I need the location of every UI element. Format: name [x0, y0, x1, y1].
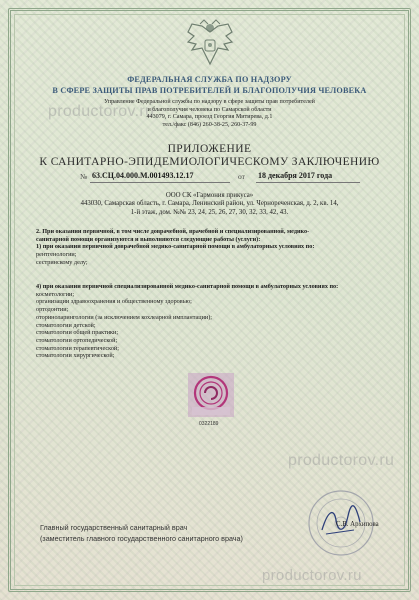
agency-line: В СФЕРЕ ЗАЩИТЫ ПРАВ ПОТРЕБИТЕЛЕЙ И БЛАГОПОЛУЧИЯ ЧЕЛОВЕКА — [52, 86, 367, 95]
organization-name: ООО СК «Гармония прикуса» — [165, 192, 254, 199]
watermark-text: productorov.ru — [48, 103, 155, 120]
number-label: № — [80, 172, 88, 181]
hologram-stamp-icon — [186, 371, 236, 419]
services-section-1 — [36, 228, 386, 267]
from-label: от — [238, 172, 245, 181]
organization-address: 443030, Самарская область, г. Самара, Ленинский район, ул. Чернореченская, д. 2, кв. 14, — [80, 200, 339, 208]
list-item: стоматологии общей практики; — [36, 329, 119, 337]
watermark-text: productorov.ru — [262, 567, 362, 584]
chief-doctor-caption — [40, 523, 243, 544]
list-item: стоматологии терапевтической; — [36, 344, 119, 352]
section-intro: санитарной помощи организуются и выполняются следующие работы (услуги): — [36, 235, 261, 243]
chief-deputy-note: (заместитель главного государственного санитарного врача) — [40, 533, 243, 543]
list-item: ортодонтии; — [36, 306, 69, 314]
section-intro: 2. При оказании первичной, в том числе доврачебной, врачебной и специализированной, медико- — [36, 228, 310, 235]
department-block — [60, 99, 359, 129]
title-line: К САНИТАРНО-ЭПИДЕМИОЛОГИЧЕСКОМУ ЗАКЛЮЧЕНИЮ — [39, 156, 380, 168]
list-item: рентгенологии; — [36, 251, 77, 259]
list-item: стоматологии детской; — [36, 321, 96, 329]
list-item: организации здравоохранения и общественному здоровью; — [36, 298, 192, 306]
list-item: сестринскому делу; — [36, 258, 88, 266]
list-item: стоматологии хирургической; — [36, 352, 115, 360]
section-subhead: 1) при оказании первичной доврачебной медико-санитарной помощи в амбулаторных условиях по: — [36, 243, 315, 251]
number-underline — [90, 182, 230, 183]
list-item: косметологии; — [36, 290, 75, 298]
list-item: стоматологии ортопедической; — [36, 336, 118, 344]
eagle-emblem-icon — [182, 18, 238, 70]
agency-line: ФЕДЕРАЛЬНАЯ СЛУЖБА ПО НАДЗОРУ — [127, 75, 292, 84]
stamp-code: 0322189 — [199, 421, 219, 427]
date-underline — [256, 182, 360, 183]
organization-address: 1-й этаж, дом. №№ 23, 24, 25, 26, 27, 30, 32, 33, 42, 43. — [130, 208, 289, 216]
section-subhead: 4) при оказании первичной специализированной медико-санитарной помощи в амбулаторных условиях по: — [36, 283, 339, 290]
conclusion-number-row — [60, 171, 370, 183]
conclusion-number: 63.СЦ.04.000.М.001493.12.17 — [92, 171, 194, 180]
document-title — [20, 143, 399, 169]
dept-line: и благополучия человека по Самарской области — [147, 106, 272, 113]
dept-phone: тел./факс (846) 260-38-25, 260-37-99 — [162, 121, 257, 128]
list-item: оториноларингологии (за исключением кохлеарной имплантации); — [36, 313, 212, 321]
agency-name — [20, 74, 399, 96]
services-section-2 — [36, 283, 386, 360]
watermark-text: productorov.ru — [288, 452, 395, 469]
dept-address: 443079, г. Самара, проезд Георгия Митирева, д.1 — [146, 114, 273, 121]
signer-name: С.В. Архипова — [336, 521, 379, 528]
conclusion-date: 18 декабря 2017 года — [258, 171, 333, 180]
organization-block — [30, 192, 389, 217]
signature-icon — [318, 500, 363, 540]
title-line: ПРИЛОЖЕНИЕ — [167, 143, 252, 155]
chief-title: Главный государственный санитарный врач — [40, 523, 188, 532]
dept-line: Управление Федеральной службы по надзору в сфере защиты прав потребителей — [104, 99, 315, 105]
